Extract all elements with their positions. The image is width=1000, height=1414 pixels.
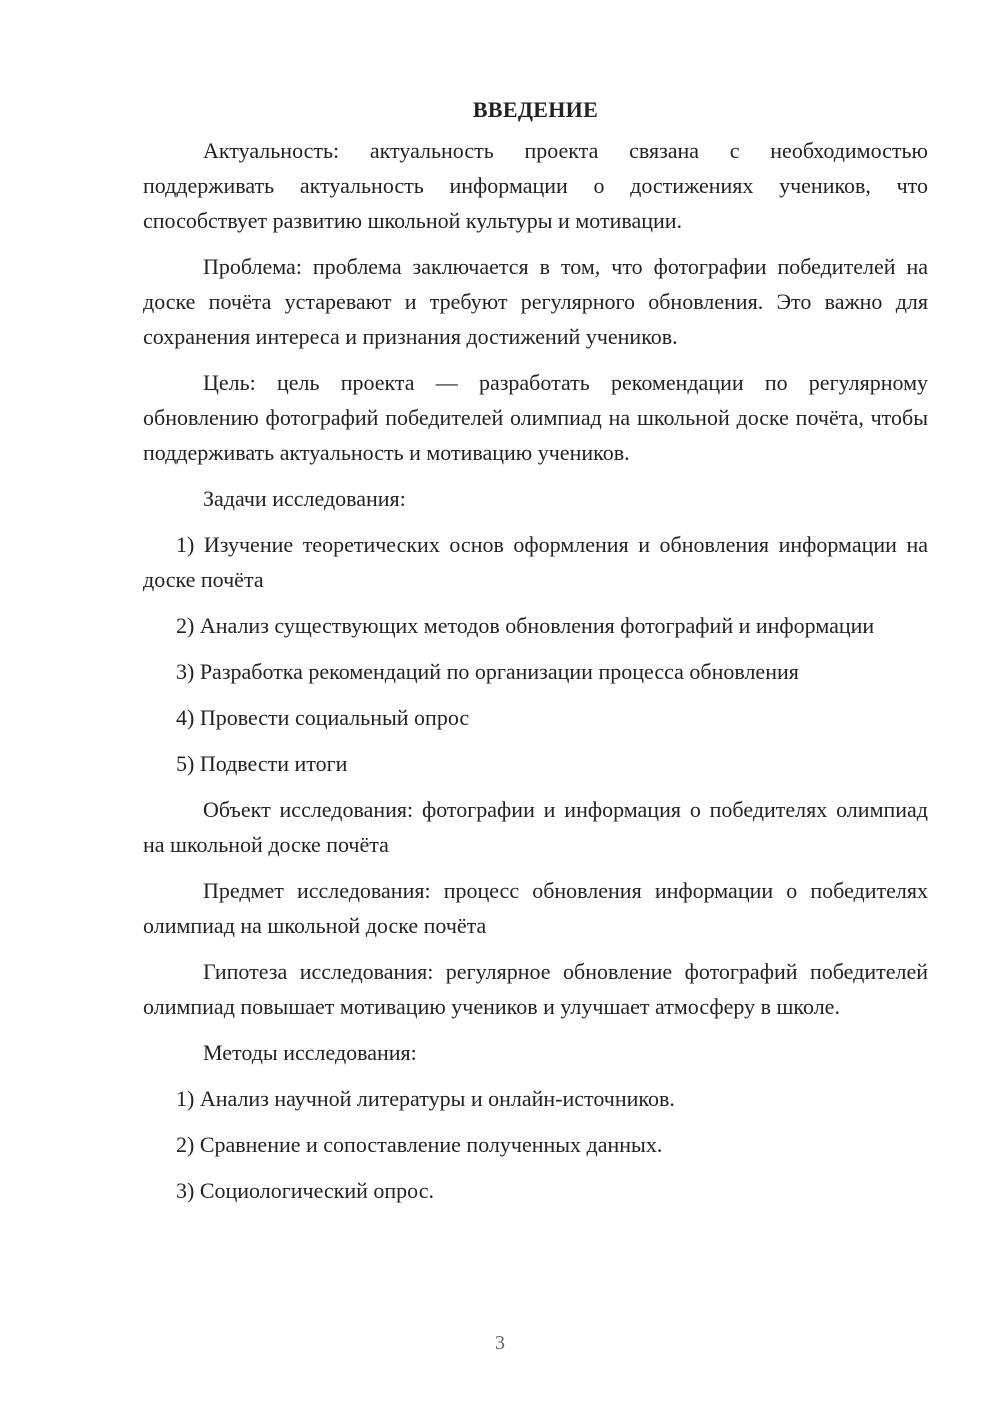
tasks-label: Задачи исследования: bbox=[203, 486, 406, 511]
section-heading: ВВЕДЕНИЕ bbox=[472, 97, 599, 122]
method-item: 2) Сравнение и сопоставление полученных данных. bbox=[176, 1132, 663, 1157]
problem-paragraph: Проблема: проблема заключается в том, что фотографии победителей на доске почёта устаревают и требуют регулярного обновления. Это важно для сохранения интереса и признания достижений учеников. bbox=[143, 254, 928, 349]
hypothesis-paragraph: Гипотеза исследования: регулярное обновление фотографий победителей олимпиад повышает мотивацию учеников и улучшает атмосферу в школе. bbox=[143, 959, 928, 1019]
task-item: 5) Подвести итоги bbox=[176, 751, 348, 776]
document-page bbox=[143, 92, 928, 1219]
task-item: 3) Разработка рекомендаций по организации процесса обновления bbox=[176, 659, 799, 684]
relevance-paragraph: Актуальность: актуальность проекта связана с необходимостью поддерживать актуальность информации о достижениях учеников, что способствует развитию школьной культуры и мотивации. bbox=[143, 138, 928, 233]
task-item: 4) Провести социальный опрос bbox=[176, 705, 470, 730]
page-number: 3 bbox=[495, 1332, 505, 1354]
method-item: 3) Социологический опрос. bbox=[176, 1178, 434, 1203]
object-paragraph: Объект исследования: фотографии и информация о победителях олимпиад на школьной доске почёта bbox=[143, 797, 928, 857]
task-item: 1) Изучение теоретических основ оформления и обновления информации на доске почёта bbox=[143, 532, 928, 592]
task-item: 2) Анализ существующих методов обновления фотографий и информации bbox=[176, 613, 875, 638]
subject-paragraph: Предмет исследования: процесс обновления информации о победителях олимпиад на школьной доске почёта bbox=[143, 878, 928, 938]
methods-label: Методы исследования: bbox=[203, 1040, 417, 1065]
goal-paragraph: Цель: цель проекта — разработать рекомендации по регулярному обновлению фотографий победителей олимпиад на школьной доске почёта, чтобы поддерживать актуальность и мотивацию учеников. bbox=[143, 370, 928, 465]
method-item: 1) Анализ научной литературы и онлайн-источников. bbox=[176, 1086, 675, 1111]
